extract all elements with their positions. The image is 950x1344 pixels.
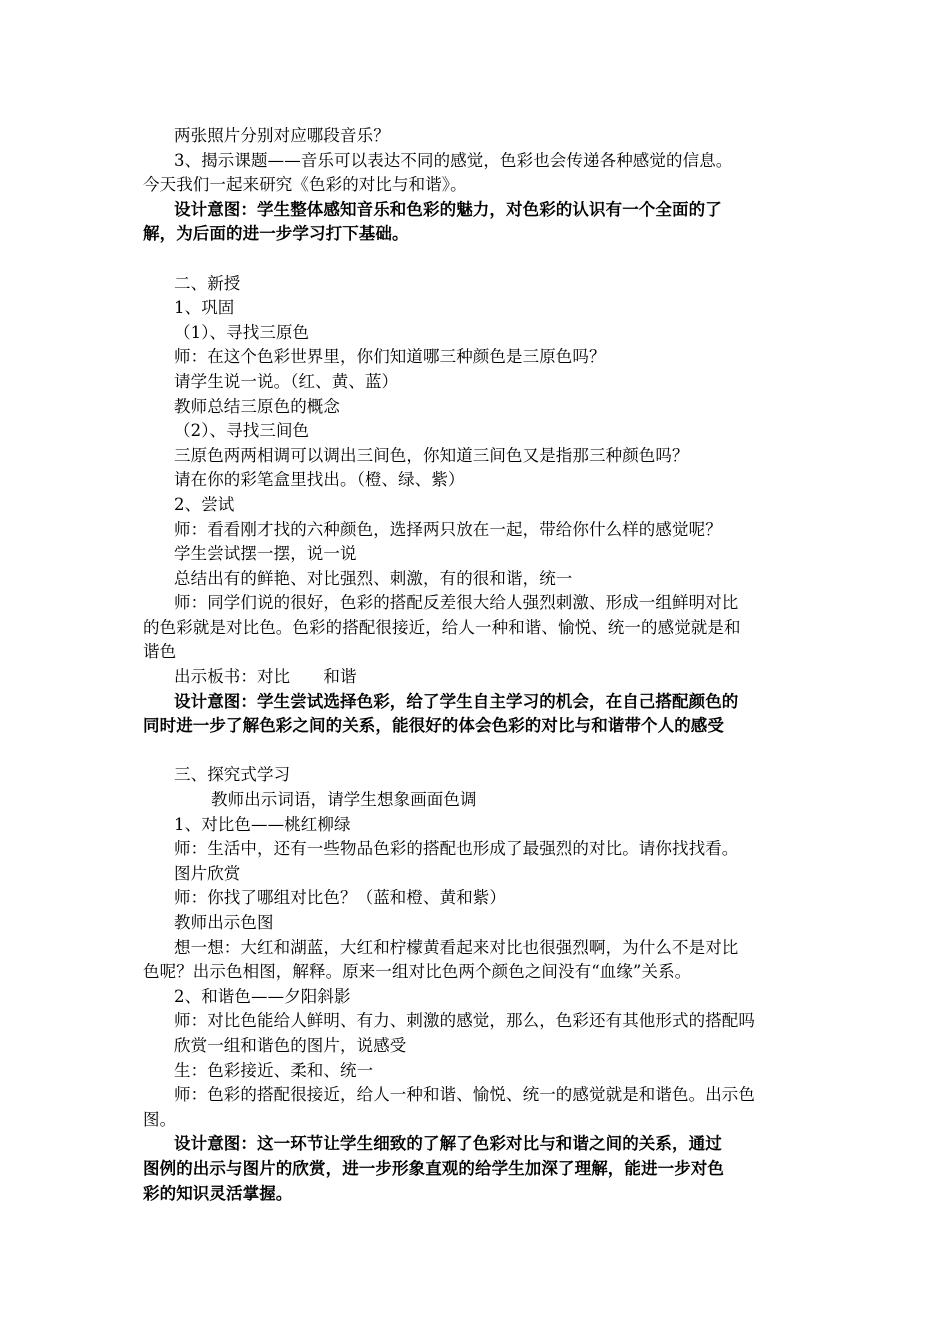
text-line: 谐色 [143, 642, 177, 662]
text-line: 今天我们一起来研究《色彩的对比与和谐》。 [143, 175, 467, 195]
text-line: 师：色彩的搭配很接近，给人一种和谐、愉悦、统一的感觉就是和谐色。出示色 [174, 1085, 755, 1105]
text-line: 请学生说一说。（红、黄、蓝） [174, 371, 399, 391]
text-line: 师：同学们说的很好，色彩的搭配反差很大给人强烈刺激、形成一组鲜明对比 [174, 593, 739, 613]
text-line: 的色彩就是对比色。色彩的搭配很接近，给人一种和谐、愉悦、统一的感觉就是和 [143, 617, 741, 637]
text-line: 师：看看刚才找的六种颜色，选择两只放在一起，带给你什么样的感觉呢？ [174, 519, 722, 539]
text-line: 师：在这个色彩世界里，你们知道哪三种颜色是三原色吗？ [174, 347, 606, 367]
design-intent-heading: 设计意图：这一环节让学生细致的了解了色彩对比与和谐之间的关系，通过 [174, 1134, 722, 1154]
blank-line [143, 739, 810, 764]
text-line: 教师总结三原色的概念 [174, 396, 340, 416]
subsection-title: 2、和谐色——夕阳斜影 [174, 986, 351, 1006]
text-line: 学生尝试摆一摆，说一说 [174, 544, 357, 564]
text-line: 3、揭示课题——音乐可以表达不同的感觉，色彩也会传递各种感觉的信息。 [174, 150, 733, 170]
text-line: 两张照片分别对应哪段音乐？ [174, 126, 390, 145]
text-line: 三原色两两相调可以调出三间色，你知道三间色又是指那三种颜色吗？ [174, 445, 689, 465]
text-line: 想一想：大红和湖蓝，大红和柠檬黄看起来对比也很强烈啊，为什么不是对比 [174, 937, 739, 957]
design-intent-text: 图例的出示与图片的欣赏，进一步形象直观的给学生加深了理解，能进一步对色 [143, 1158, 724, 1178]
section-title: 三、探究式学习 [174, 765, 291, 785]
section-title: 二、新授 [174, 273, 241, 293]
text-line: 教师出示词语，请学生想象画面色调 [211, 790, 477, 810]
text-line: 图片欣赏 [174, 863, 241, 883]
text-line: 师：对比色能给人鲜明、有力、刺激的感觉，那么，色彩还有其他形式的搭配吗 [174, 1011, 755, 1031]
design-intent-text: 解，为后面的进一步学习打下基础。 [143, 224, 409, 244]
text-line: 色呢？出示色相图，解释。原来一组对比色两个颜色之间没有“血缘”关系。 [143, 962, 692, 982]
design-intent-text: 彩的知识灵活掌握。 [143, 1183, 293, 1203]
subsection-title: 1、对比色——桃红柳绿 [174, 814, 351, 834]
text-line: 总结出有的鲜艳、对比强烈、刺激，有的很和谐，统一 [174, 568, 573, 588]
design-intent-heading: 设计意图：学生整体感知音乐和色彩的魅力，对色彩的认识有一个全面的了 [174, 199, 722, 219]
blank-line [143, 247, 810, 272]
text-line: 图。 [143, 1109, 177, 1129]
text-line: 教师出示色图 [174, 913, 274, 932]
text-line: 生：色彩接近、柔和、统一 [174, 1060, 374, 1080]
text-line: 师：你找了哪组对比色？（蓝和橙、黄和紫） [174, 888, 506, 908]
text-line: 师：生活中，还有一些物品色彩的搭配也形成了最强烈的对比。请你找找看。 [174, 839, 739, 859]
text-line: 出示板书：对比 和谐 [174, 667, 357, 687]
subsection-title: 1、巩固 [174, 298, 235, 318]
text-line: 欣赏一组和谐色的图片，说感受 [174, 1035, 407, 1055]
subsection-title: 2、尝试 [174, 494, 235, 514]
text-line: （2）、寻找三间色 [174, 421, 310, 441]
design-intent-heading: 设计意图：学生尝试选择色彩，给了学生自主学习的机会，在自己搭配颜色的 [174, 691, 739, 711]
text-line: 请在你的彩笔盒里找出。（橙、绿、紫） [174, 470, 465, 490]
text-line: （1）、寻找三原色 [174, 322, 310, 342]
design-intent-text: 同时进一步了解色彩之间的关系，能很好的体会色彩的对比与和谐带个人的感受 [143, 716, 724, 736]
